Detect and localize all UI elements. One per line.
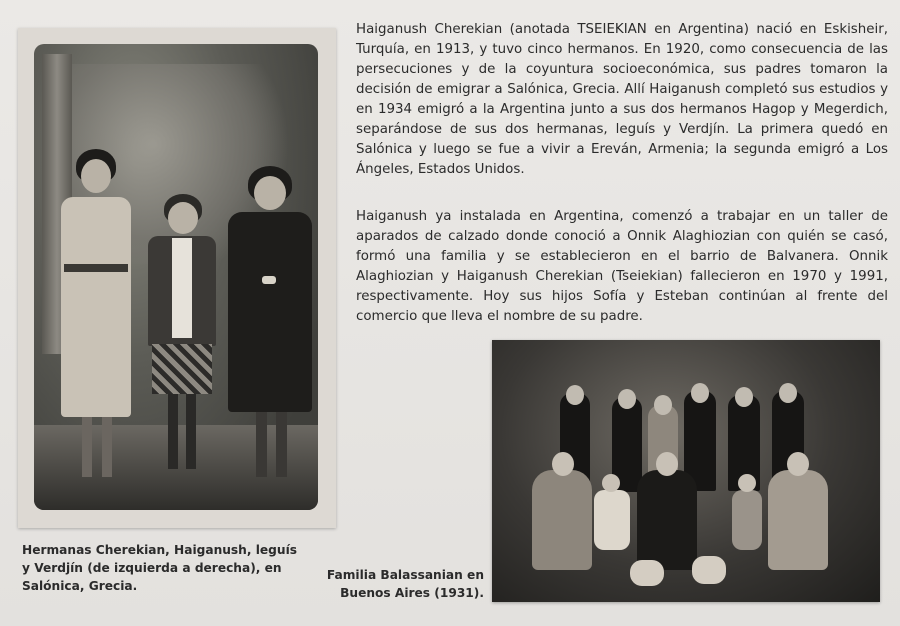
sisters-photo-image	[34, 44, 318, 510]
biography-paragraph-2: Haiganush ya instalada en Argentina, comenzó a trabajar en un taller de aparados de calzado donde conoció a Onnik Alaghiozian con quién se casó, formó una familia y se establecieron en el barrio de Balvanera. Onnik Alaghiozian y Haiganush Cherekian (Tseiekian) fallecieron en 1970 y 1991, respectivamente. Hoy sus hijos Sofía y Esteban continúan al frente del comercio que lleva el nombre de su padre.	[356, 209, 888, 324]
sisters-photo	[18, 28, 336, 528]
figure-haiganush	[56, 149, 136, 494]
family-photo	[492, 340, 880, 602]
figure-leguis	[146, 194, 218, 494]
family-front-row	[532, 450, 832, 590]
family-photo-caption: Familia Balassanian en Buenos Aires (1931).	[326, 568, 484, 600]
figure-verdjin	[224, 166, 316, 496]
sisters-photo-caption: Hermanas Cherekian, Haiganush, leguís y Verdjín (de izquierda a derecha), en Salónica, Grecia.	[22, 543, 297, 593]
biography-paragraph-1: Haiganush Cherekian (anotada TSEIEKIAN en Argentina) nació en Eskisheir, Turquía, en 1913, y tuvo cinco hermanos. En 1920, como consecuencia de las persecuciones y de la coyuntura socioeconómica, sus padres tomaron la decisión de emigrar a Salónica, Grecia. Allí Haiganush completó sus estudios y en 1934 emigró a la Argentina junto a sus dos hermanos Hagop y Megerdich, separándose de sus dos hermanas, leguís y Verdjín. La primera quedó en Salónica y luego se fue a vivir a Ereván, Armenia; la segunda emigró a Los Ángeles, Estados Unidos.	[356, 22, 888, 177]
